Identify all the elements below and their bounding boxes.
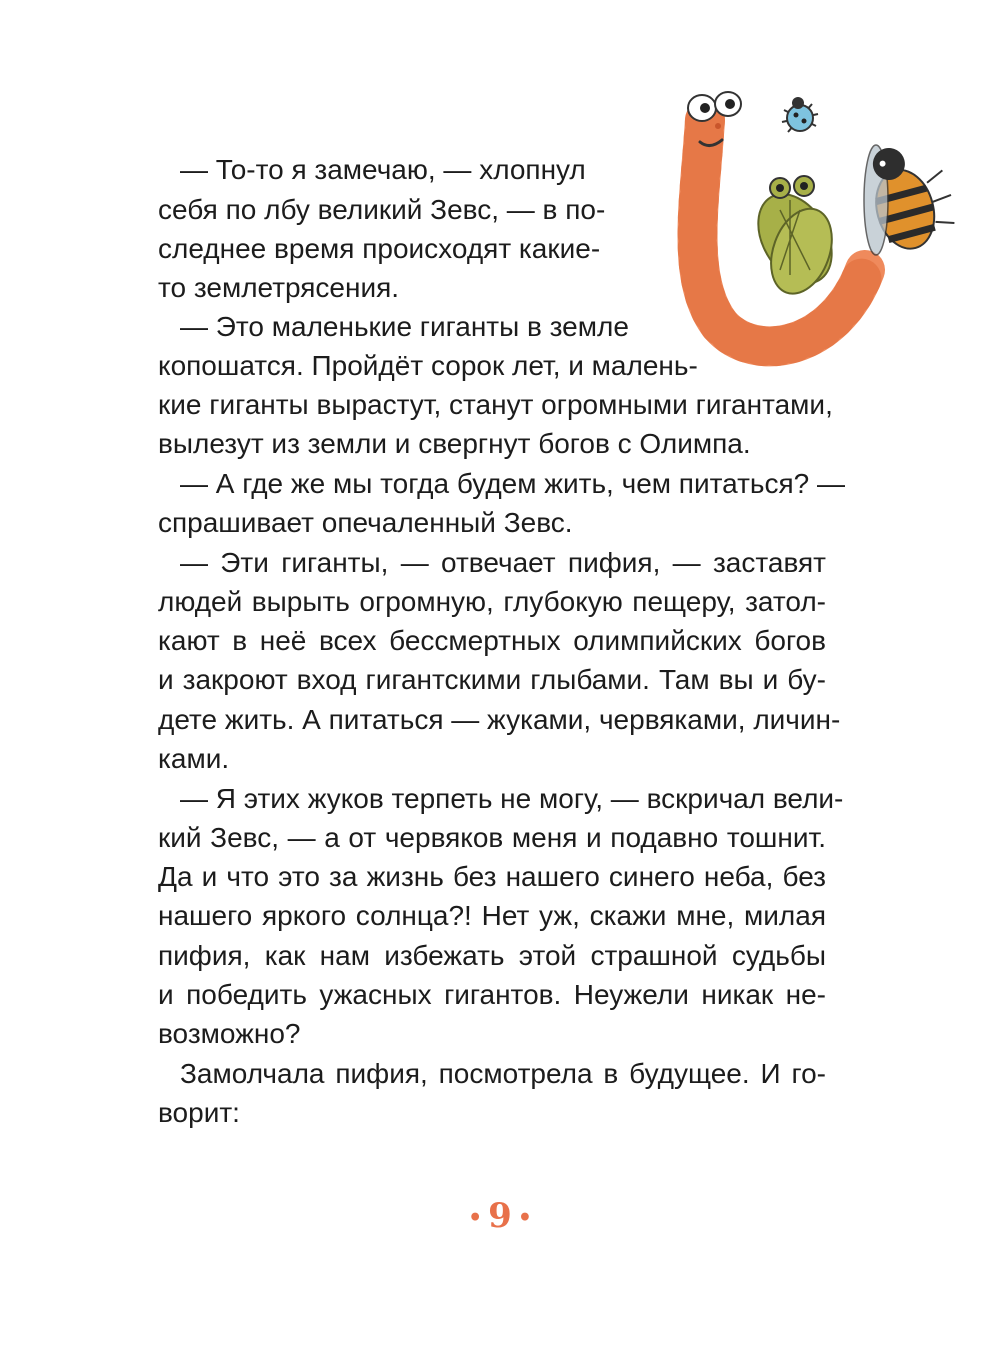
text-line: дете жить. А питаться — жуками, червяками, личин-	[158, 704, 841, 735]
text-line: следнее время происходят какие-	[158, 233, 601, 264]
text-line: Да и что это за жизнь без нашего синего неба, без	[158, 861, 826, 892]
text-line: кают в неё всех бессмертных олимпийских богов	[158, 625, 826, 656]
text-line: себя по лбу великий Зевс, — в по-	[158, 194, 606, 225]
page-number-dot-left: •	[468, 1205, 483, 1231]
bee-icon	[837, 127, 961, 262]
insects-illustration	[660, 80, 960, 370]
text-line: — Эти гиганты, — отвечает пифия, — заставят	[180, 547, 826, 578]
text-line: спрашивает опечаленный Зевс.	[158, 507, 573, 538]
small-bug-icon	[782, 97, 818, 132]
text-line: и закроют вход гигантскими глыбами. Там вы и бу-	[158, 664, 826, 695]
text-line: копошатся. Пройдёт сорок лет, и малень-	[158, 350, 698, 381]
fly-icon	[743, 176, 846, 302]
text-line: — То-то я замечаю, — хлопнул	[180, 154, 586, 185]
text-line: ворит:	[158, 1097, 240, 1128]
text-line: — Я этих жуков терпеть не могу, — вскричал вели-	[180, 783, 844, 814]
text-line: нашего яркого солнца?! Нет уж, скажи мне, милая	[158, 900, 826, 931]
text-line: то землетрясения.	[158, 272, 400, 303]
page-number-value: 9	[488, 1196, 512, 1236]
text-line: кий Зевс, — а от червяков меня и подавно тошнит.	[158, 822, 826, 853]
text-line: людей вырыть огромную, глубокую пещеру, затол-	[158, 586, 826, 617]
text-line: и победить ужасных гигантов. Неужели никак не-	[158, 979, 826, 1010]
text-line: — Это маленькие гиганты в земле	[180, 311, 629, 342]
text-line: вылезут из земли и свергнут богов с Олимпа.	[158, 428, 751, 459]
text-line: Замолчала пифия, посмотрела в будущее. И го-	[180, 1058, 826, 1089]
text-line: пифия, как нам избежать этой страшной судьбы	[158, 940, 826, 971]
text-line: — А где же мы тогда будем жить, чем питаться? —	[180, 468, 845, 499]
page-number	[0, 1196, 1000, 1236]
page-number-dot-right: •	[517, 1205, 532, 1231]
text-line: возможно?	[158, 1018, 301, 1049]
text-line: ками.	[158, 743, 230, 774]
text-line: кие гиганты вырастут, станут огромными гигантами,	[158, 389, 833, 420]
